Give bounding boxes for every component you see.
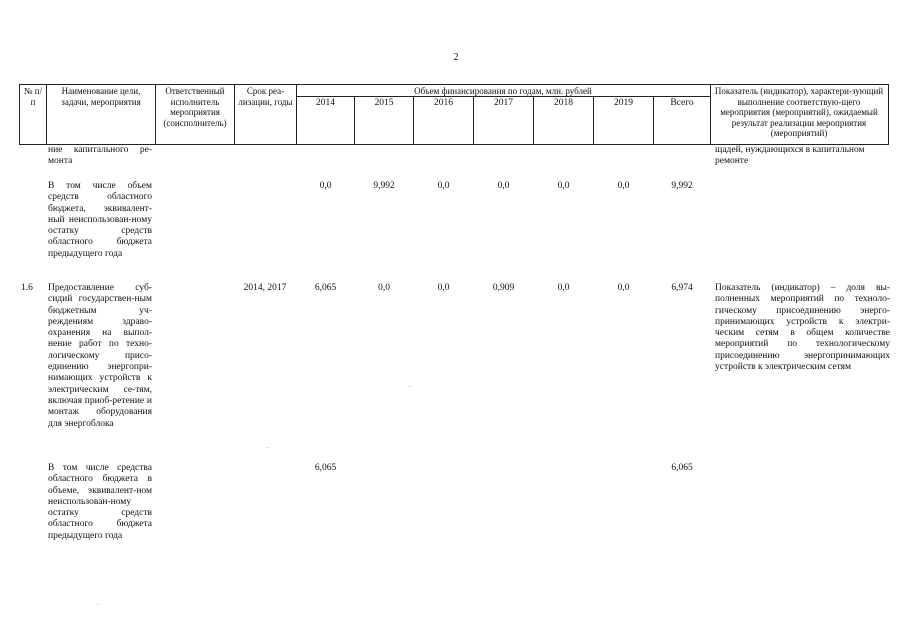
year-2015: 2015	[374, 98, 394, 108]
row-value: 0,0	[557, 181, 570, 191]
header-top-rule	[19, 84, 889, 85]
row-value: 9,992	[373, 181, 395, 191]
row-period: 2014, 2017	[243, 283, 287, 293]
col-divider	[155, 84, 156, 145]
col-divider	[710, 84, 711, 145]
row-value: 0,909	[492, 283, 515, 293]
col-divider	[888, 84, 889, 145]
col-divider	[296, 84, 297, 145]
row-value: 0,0	[319, 181, 332, 191]
row-value: 6,065	[314, 283, 337, 293]
scan-speck	[97, 604, 98, 605]
header-responsible: Ответственный исполнитель мероприятия (соисполнитель)	[163, 86, 227, 128]
continuation-indicator: щадей, нуждающихся в капитальном ремонте	[715, 145, 865, 167]
row-value: 0,0	[378, 283, 390, 293]
year-2016: 2016	[434, 98, 453, 108]
row-total: 6,974	[671, 283, 693, 293]
row-value: 0,0	[617, 181, 630, 191]
row-total: 6,065	[671, 463, 693, 473]
year-2014: 2014	[316, 98, 335, 108]
row-value: 0,0	[617, 283, 630, 293]
row-value: 0,0	[497, 181, 510, 191]
row-value: 6,065	[314, 463, 337, 473]
row-value: 0,0	[437, 181, 450, 191]
row-value: 0,0	[437, 283, 450, 293]
year-2018: 2018	[554, 98, 573, 108]
row-value: 0,0	[557, 283, 570, 293]
row-total: 9,992	[671, 181, 693, 191]
year-total: Всего	[670, 98, 694, 108]
row-indicator: Показатель (индикатор) – доля вы-полненных мероприятий по техноло-гическому присоединению энерго-принимающих устройств к электри-ческим сетям в общем количестве мероприятий по технологическому присоединению энергопринимающих устройств к электрическим сетям	[715, 283, 890, 373]
year-2019: 2019	[614, 98, 633, 108]
header-no: № п/п	[23, 86, 43, 107]
col-divider	[234, 84, 235, 145]
header-indicator: Показатель (индикатор), характери-зующий выполнение соответствую-щего мероприятия (мероприятий), ожидаемый результат реализации мероприятия (мероприятий)	[714, 86, 884, 138]
scan-speck	[267, 447, 268, 448]
col-divider	[46, 84, 47, 145]
col-divider	[19, 84, 20, 145]
header-financing: Объем финансирования по годам, млн. рублей	[414, 86, 592, 96]
row-number: 1.6	[21, 283, 33, 293]
year-2017: 2017	[494, 98, 513, 108]
header-period: Срок реа-лизации, годы	[238, 86, 293, 107]
continuation-name: ние капитального ре-монта	[48, 145, 152, 167]
header-name: Наименование цели, задачи, мероприятия	[61, 86, 141, 107]
row-name: Предоставление суб-сидий государствен-ным бюджетным уч-реждениям здраво-охранения на выпол-нение работ по техно-логическому присо-единению энергопри-нимающих устройств к электрическим се-тям, включая приоб-ретение и монтаж оборудования для энергоблока	[48, 283, 152, 429]
page-number: 2	[453, 52, 459, 63]
row-name: В том числе объем средств областного бюджета, эквивалент-ный неиспользован-ному остатку средств областного бюджета предыдущего года	[48, 181, 152, 259]
scan-speck	[409, 386, 410, 387]
row-name: В том числе средства областного бюджета в объеме, эквивалент-ном неиспользован-ному остатку средств областного бюджета предыдущего года	[48, 463, 152, 541]
